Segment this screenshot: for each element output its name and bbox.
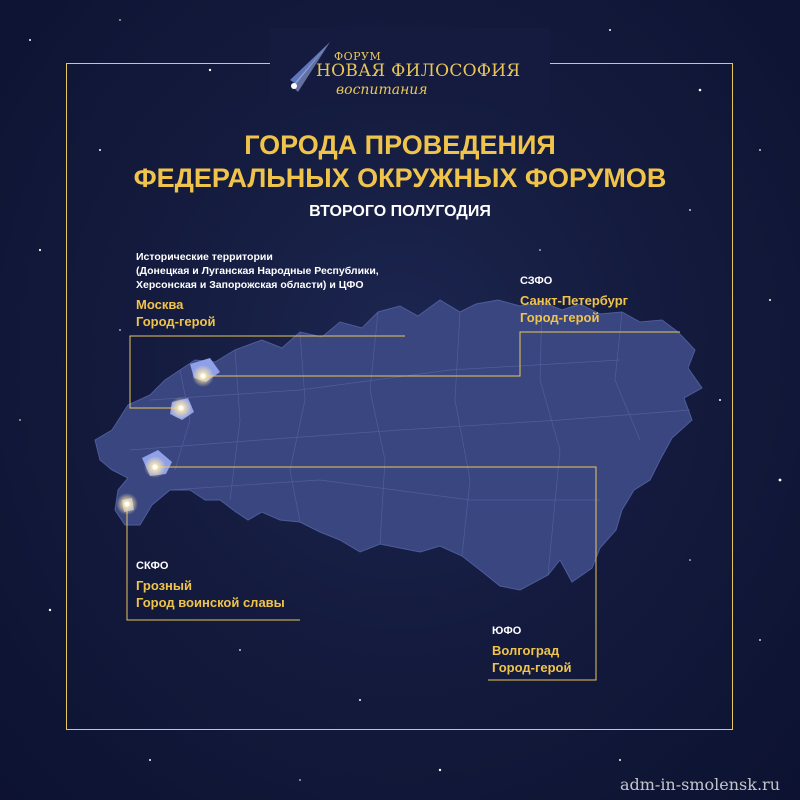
cfo-note-2: (Донецкая и Луганская Народные Республики, — [136, 265, 379, 277]
szfo-district: СЗФО — [520, 275, 553, 287]
heading-line-1: ГОРОДА ПРОВЕДЕНИЯ — [244, 130, 556, 160]
logo-line-2: НОВАЯ ФИЛОСОФИЯ — [316, 61, 521, 81]
label-skfo — [136, 560, 285, 611]
cfo-note-3: Херсонская и Запорожская области) и ЦФО — [136, 279, 364, 291]
skfo-district: СКФО — [136, 560, 169, 572]
forum-logo — [270, 28, 550, 104]
heading-line-2: ФЕДЕРАЛЬНЫХ ОКРУЖНЫХ ФОРУМОВ — [133, 163, 667, 193]
cfo-status: Город-герой — [136, 314, 216, 329]
yufo-status: Город-герой — [492, 660, 572, 675]
label-szfo — [520, 275, 628, 326]
skfo-status: Город воинской славы — [136, 595, 285, 610]
skfo-city: Грозный — [136, 578, 192, 593]
szfo-status: Город-герой — [520, 310, 600, 325]
watermark: adm-in-smolensk.ru — [619, 775, 780, 794]
heading-subtitle: ВТОРОГО ПОЛУГОДИЯ — [309, 203, 491, 220]
szfo-city: Санкт-Петербург — [520, 293, 629, 308]
cfo-city: Москва — [136, 297, 184, 312]
yufo-district: ЮФО — [492, 625, 522, 637]
yufo-city: Волгоград — [492, 643, 560, 658]
cfo-note-1: Исторические территории — [136, 251, 273, 263]
logo-line-3: воспитания — [336, 82, 428, 98]
label-yufo — [492, 625, 571, 676]
logo-line-1: ФОРУМ — [334, 50, 382, 63]
label-cfo — [136, 250, 379, 330]
